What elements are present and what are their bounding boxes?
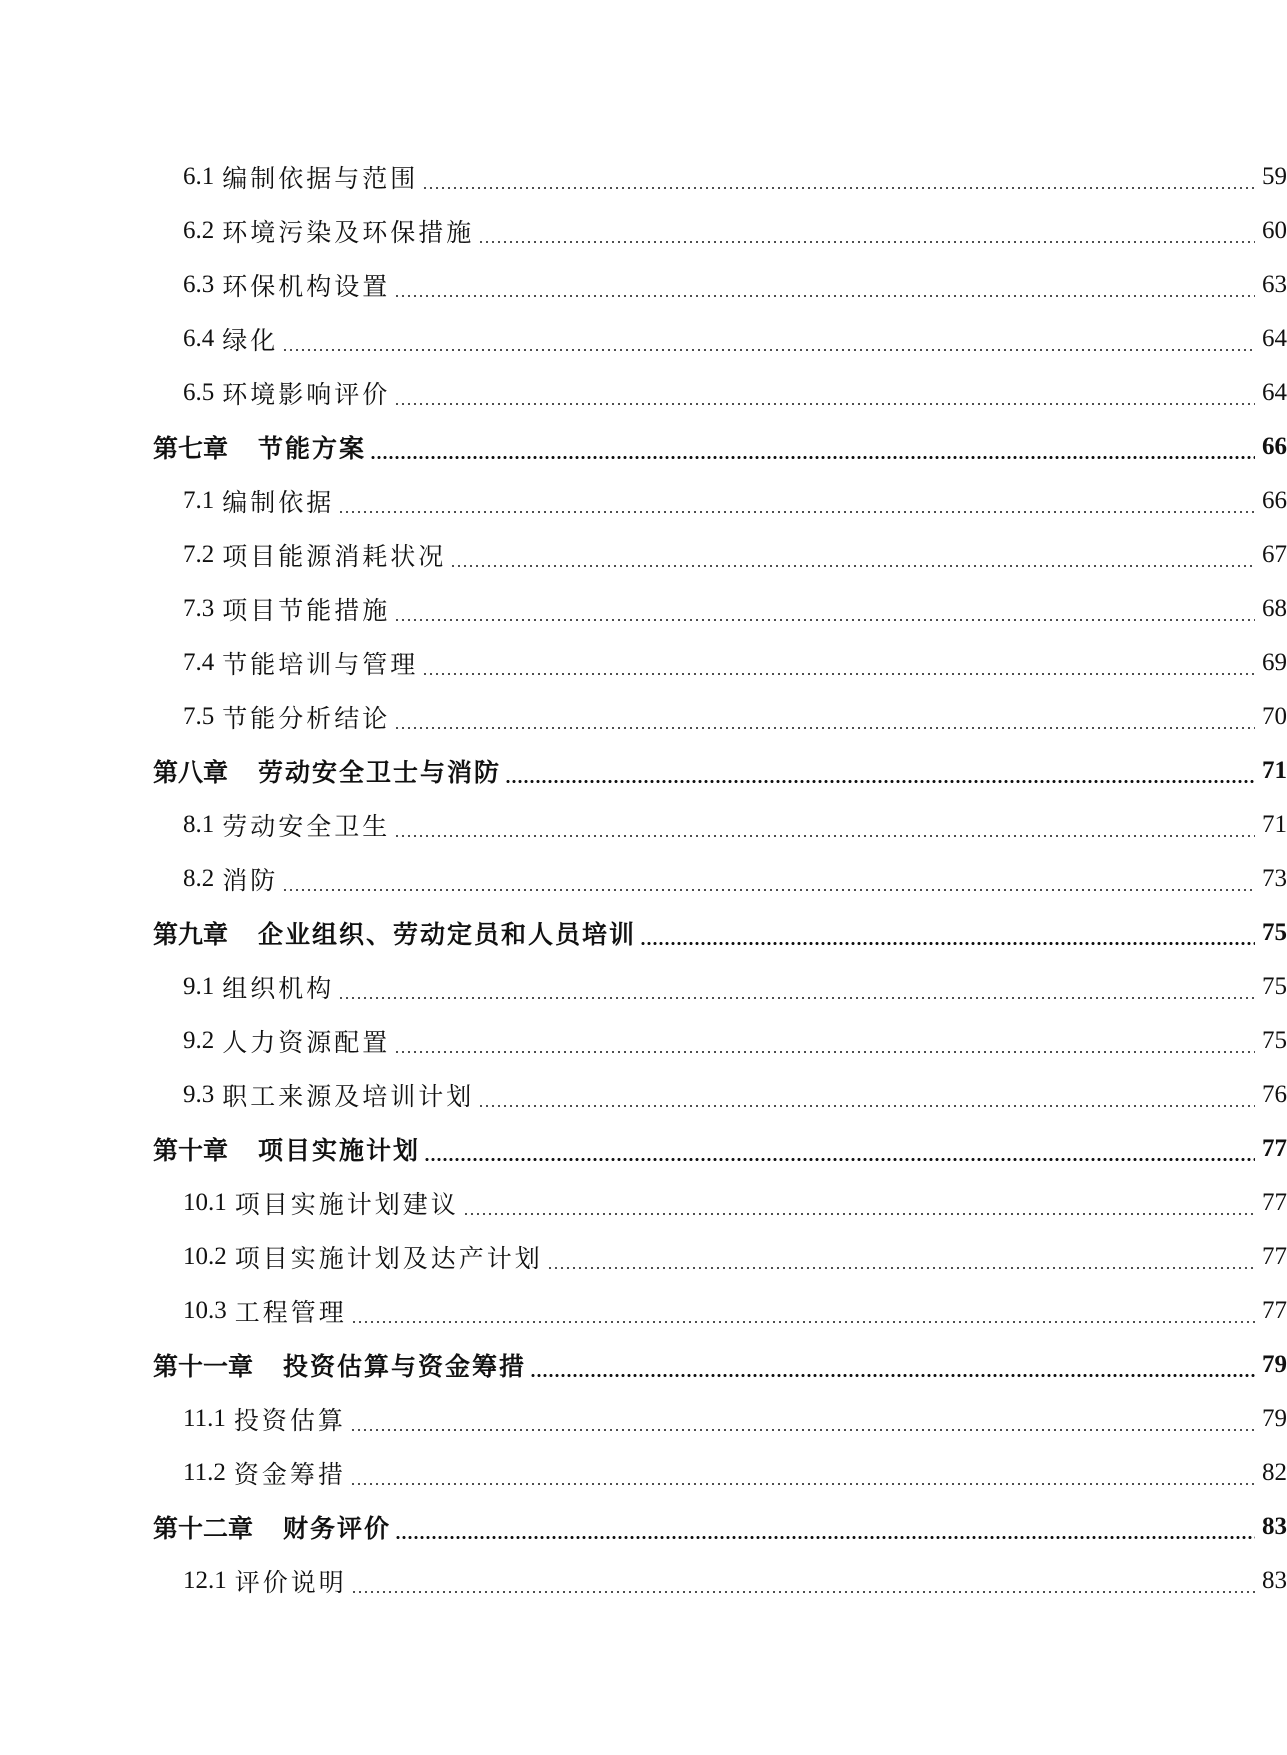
- toc-entry-title: 人力资源配置: [222, 1028, 391, 1057]
- toc-dot-leader: [394, 1036, 1255, 1054]
- toc-page-number: 68: [1262, 595, 1287, 622]
- toc-chapter-entry[interactable]: [0, 744, 1287, 798]
- toc-chapter-entry[interactable]: [0, 1500, 1287, 1554]
- toc-entry-title: 劳动安全卫生: [222, 812, 391, 841]
- toc-section-entry[interactable]: [0, 528, 1287, 582]
- toc-section-number: 6.4: [183, 325, 215, 352]
- toc-page-number: 60: [1262, 217, 1287, 244]
- toc-section-number: 10.3: [183, 1297, 227, 1324]
- toc-dot-leader: [394, 604, 1255, 622]
- toc-section-entry[interactable]: [0, 960, 1287, 1014]
- toc-section-entry[interactable]: [0, 798, 1287, 852]
- toc-page-number: 64: [1262, 325, 1287, 352]
- toc-dot-leader: [394, 388, 1255, 406]
- toc-entry-title: 项目实施计划及达产计划: [234, 1244, 543, 1273]
- toc-page-number: 76: [1262, 1081, 1287, 1108]
- toc-dot-leader: [547, 1252, 1255, 1270]
- toc-page-number: 77: [1262, 1189, 1287, 1216]
- toc-page-number: 75: [1262, 1027, 1287, 1054]
- toc-page-number: 73: [1262, 865, 1287, 892]
- toc-entry-title: 项目实施计划: [258, 1136, 421, 1165]
- toc-page-number: 71: [1262, 757, 1287, 784]
- table-of-contents: [0, 150, 1287, 1608]
- toc-section-entry[interactable]: [0, 690, 1287, 744]
- toc-section-entry[interactable]: [0, 1014, 1287, 1068]
- toc-section-entry[interactable]: [0, 1284, 1287, 1338]
- toc-section-number: 7.2: [183, 541, 215, 568]
- toc-section-number: 6.5: [183, 379, 215, 406]
- toc-chapter-entry[interactable]: [0, 906, 1287, 960]
- toc-section-number: 9.3: [183, 1081, 215, 1108]
- toc-dot-leader: [350, 1414, 1255, 1432]
- toc-entry-title: 节能分析结论: [222, 704, 391, 733]
- toc-entry-title: 投资估算: [233, 1406, 346, 1435]
- toc-dot-leader: [640, 928, 1255, 946]
- toc-dot-leader: [530, 1360, 1255, 1378]
- toc-page-number: 83: [1262, 1513, 1287, 1540]
- toc-dot-leader: [424, 1144, 1255, 1162]
- toc-page-number: 59: [1262, 163, 1287, 190]
- toc-entry-title: 企业组织、劳动定员和人员培训: [258, 920, 637, 949]
- toc-section-number: 7.1: [183, 487, 215, 514]
- toc-dot-leader: [394, 280, 1255, 298]
- toc-entry-title: 组织机构: [222, 974, 335, 1003]
- toc-entry-title: 项目实施计划建议: [234, 1190, 459, 1219]
- toc-entry-title: 项目能源消耗状况: [222, 542, 447, 571]
- toc-page-number: 75: [1262, 919, 1287, 946]
- toc-dot-leader: [478, 1090, 1255, 1108]
- toc-entry-title: 编制依据与范围: [222, 164, 419, 193]
- toc-section-number: 12.1: [183, 1567, 227, 1594]
- toc-section-number: 6.2: [183, 217, 215, 244]
- toc-section-number: 9.2: [183, 1027, 215, 1054]
- toc-page-number: 70: [1262, 703, 1287, 730]
- toc-section-entry[interactable]: [0, 1068, 1287, 1122]
- toc-section-entry[interactable]: [0, 1446, 1287, 1500]
- toc-page-number: 82: [1262, 1459, 1287, 1486]
- toc-section-number: 11.1: [183, 1405, 226, 1432]
- toc-chapter-number: 第七章: [153, 436, 229, 463]
- toc-entry-title: 消防: [222, 866, 279, 895]
- toc-dot-leader: [394, 712, 1255, 730]
- toc-page-number: 64: [1262, 379, 1287, 406]
- toc-page-number: 71: [1262, 811, 1287, 838]
- toc-dot-leader: [350, 1468, 1255, 1486]
- toc-section-number: 7.5: [183, 703, 215, 730]
- toc-page-number: 79: [1262, 1405, 1287, 1432]
- toc-section-entry[interactable]: [0, 366, 1287, 420]
- toc-section-entry[interactable]: [0, 258, 1287, 312]
- toc-dot-leader: [338, 496, 1255, 514]
- toc-section-entry[interactable]: [0, 474, 1287, 528]
- toc-entry-title: 节能方案: [258, 434, 367, 463]
- toc-dot-leader: [338, 982, 1255, 1000]
- toc-chapter-entry[interactable]: [0, 1338, 1287, 1392]
- toc-dot-leader: [478, 226, 1255, 244]
- toc-page-number: 79: [1262, 1351, 1287, 1378]
- toc-entry-title: 职工来源及培训计划: [222, 1082, 475, 1111]
- toc-chapter-number: 第十一章: [153, 1354, 254, 1381]
- toc-dot-leader: [351, 1576, 1255, 1594]
- toc-section-entry[interactable]: [0, 636, 1287, 690]
- toc-entry-title: 工程管理: [234, 1298, 347, 1327]
- toc-section-number: 8.2: [183, 865, 215, 892]
- toc-dot-leader: [505, 766, 1255, 784]
- toc-page-number: 67: [1262, 541, 1287, 568]
- toc-entry-title: 环保机构设置: [222, 272, 391, 301]
- toc-dot-leader: [422, 172, 1255, 190]
- toc-page-number: 83: [1262, 1567, 1287, 1594]
- toc-section-number: 10.2: [183, 1243, 227, 1270]
- toc-section-entry[interactable]: [0, 150, 1287, 204]
- toc-entry-title: 编制依据: [222, 488, 335, 517]
- toc-dot-leader: [463, 1198, 1255, 1216]
- toc-page-number: 66: [1262, 487, 1287, 514]
- toc-section-number: 11.2: [183, 1459, 226, 1486]
- toc-page-number: 69: [1262, 649, 1287, 676]
- toc-dot-leader: [282, 874, 1255, 892]
- toc-dot-leader: [395, 1522, 1255, 1540]
- toc-section-number: 9.1: [183, 973, 215, 1000]
- toc-dot-leader: [422, 658, 1255, 676]
- toc-page-number: 63: [1262, 271, 1287, 298]
- toc-section-entry[interactable]: [0, 1554, 1287, 1608]
- toc-entry-title: 劳动安全卫士与消防: [258, 758, 502, 787]
- toc-entry-title: 环境影响评价: [222, 380, 391, 409]
- toc-dot-leader: [394, 820, 1255, 838]
- toc-dot-leader: [282, 334, 1255, 352]
- toc-chapter-number: 第九章: [153, 922, 229, 949]
- toc-entry-title: 评价说明: [234, 1568, 347, 1597]
- toc-page-number: 77: [1262, 1297, 1287, 1324]
- toc-chapter-entry[interactable]: [0, 1122, 1287, 1176]
- toc-dot-leader: [370, 442, 1255, 460]
- toc-page-number: 77: [1262, 1243, 1287, 1270]
- toc-chapter-number: 第十章: [153, 1138, 229, 1165]
- toc-dot-leader: [351, 1306, 1255, 1324]
- toc-section-number: 7.3: [183, 595, 215, 622]
- toc-section-number: 7.4: [183, 649, 215, 676]
- toc-section-entry[interactable]: [0, 204, 1287, 258]
- toc-section-entry[interactable]: [0, 1230, 1287, 1284]
- toc-page-number: 77: [1262, 1135, 1287, 1162]
- toc-chapter-entry[interactable]: [0, 420, 1287, 474]
- toc-chapter-number: 第八章: [153, 760, 229, 787]
- toc-entry-title: 节能培训与管理: [222, 650, 419, 679]
- toc-entry-title: 绿化: [222, 326, 279, 355]
- toc-page-number: 75: [1262, 973, 1287, 1000]
- toc-section-number: 6.1: [183, 163, 215, 190]
- toc-page-number: 66: [1262, 433, 1287, 460]
- toc-section-number: 10.1: [183, 1189, 227, 1216]
- toc-dot-leader: [450, 550, 1255, 568]
- toc-entry-title: 项目节能措施: [222, 596, 391, 625]
- toc-entry-title: 财务评价: [283, 1514, 392, 1543]
- toc-section-entry[interactable]: [0, 582, 1287, 636]
- toc-section-entry[interactable]: [0, 312, 1287, 366]
- toc-chapter-number: 第十二章: [153, 1516, 254, 1543]
- toc-section-entry[interactable]: [0, 1176, 1287, 1230]
- toc-section-number: 6.3: [183, 271, 215, 298]
- toc-entry-title: 环境污染及环保措施: [222, 218, 475, 247]
- toc-section-entry[interactable]: [0, 852, 1287, 906]
- toc-entry-title: 资金筹措: [233, 1460, 346, 1489]
- toc-section-number: 8.1: [183, 811, 215, 838]
- toc-section-entry[interactable]: [0, 1392, 1287, 1446]
- toc-entry-title: 投资估算与资金筹措: [283, 1352, 527, 1381]
